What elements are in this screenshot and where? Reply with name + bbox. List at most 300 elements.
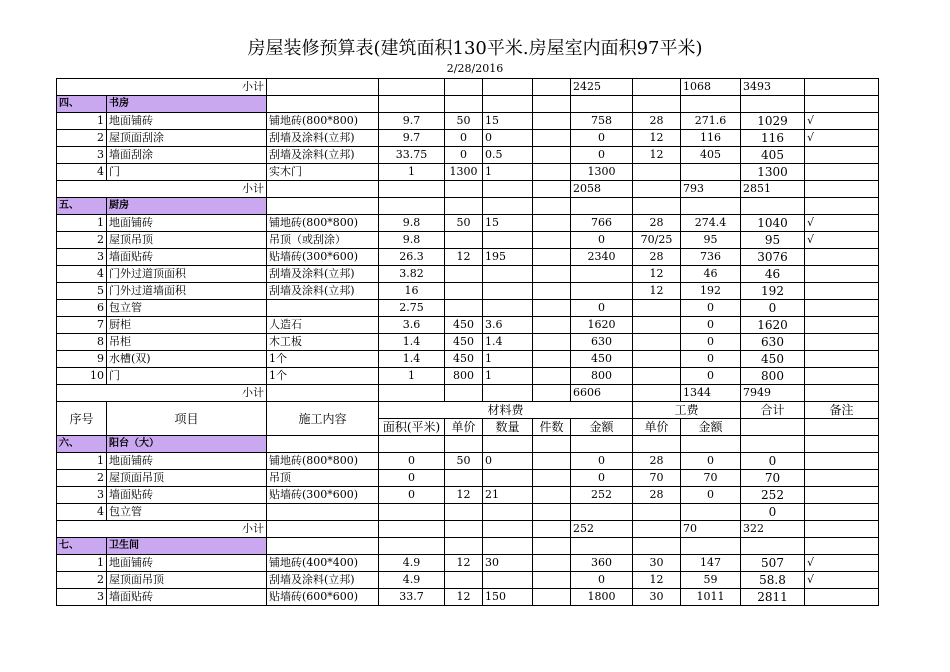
item-name[interactable]: 门	[107, 164, 267, 181]
item-area[interactable]: 26.3	[379, 249, 445, 266]
cell[interactable]	[571, 198, 633, 215]
item-quantity[interactable]	[483, 300, 533, 317]
item-amount[interactable]: 2340	[571, 249, 633, 266]
item-labor-unit[interactable]: 30	[633, 555, 681, 572]
item-quantity[interactable]	[483, 283, 533, 300]
cell[interactable]	[571, 538, 633, 555]
cell[interactable]	[445, 385, 483, 402]
item-name[interactable]: 屋顶吊顶	[107, 232, 267, 249]
item-area[interactable]: 33.7	[379, 589, 445, 606]
cell[interactable]	[483, 521, 533, 538]
cell[interactable]	[805, 96, 879, 113]
item-amount[interactable]	[571, 266, 633, 283]
item-name[interactable]: 包立管	[107, 504, 267, 521]
item-area[interactable]: 9.8	[379, 215, 445, 232]
item-unit-price[interactable]: 12	[445, 487, 483, 504]
cell[interactable]	[533, 436, 571, 453]
cell[interactable]	[379, 538, 445, 555]
item-labor-unit[interactable]	[633, 334, 681, 351]
subtotal-labor-amount[interactable]: 1344	[681, 385, 741, 402]
item-total[interactable]: 252	[741, 487, 805, 504]
subtotal-amount[interactable]: 252	[571, 521, 633, 538]
item-pieces[interactable]	[533, 555, 571, 572]
item-name[interactable]: 包立管	[107, 300, 267, 317]
item-total[interactable]: 405	[741, 147, 805, 164]
cell[interactable]	[533, 198, 571, 215]
item-remark[interactable]	[805, 164, 879, 181]
item-total[interactable]: 630	[741, 334, 805, 351]
item-total[interactable]: 0	[741, 300, 805, 317]
item-content[interactable]: 铺地砖(400*400)	[267, 555, 379, 572]
item-quantity[interactable]: 150	[483, 589, 533, 606]
section-name[interactable]: 卫生间	[107, 538, 267, 555]
item-pieces[interactable]	[533, 215, 571, 232]
item-seq[interactable]: 2	[57, 232, 107, 249]
item-total[interactable]: 58.8	[741, 572, 805, 589]
item-labor-unit[interactable]: 12	[633, 572, 681, 589]
item-labor-unit[interactable]: 12	[633, 147, 681, 164]
item-seq[interactable]: 2	[57, 572, 107, 589]
item-labor-unit[interactable]	[633, 351, 681, 368]
item-labor-unit[interactable]: 28	[633, 453, 681, 470]
cell[interactable]	[805, 538, 879, 555]
header-total[interactable]: 合计	[741, 402, 805, 419]
header-quantity[interactable]: 数量	[483, 419, 533, 436]
item-name[interactable]: 屋顶面吊顶	[107, 572, 267, 589]
item-labor-unit[interactable]: 28	[633, 487, 681, 504]
item-pieces[interactable]	[533, 504, 571, 521]
item-total[interactable]: 192	[741, 283, 805, 300]
item-amount[interactable]: 252	[571, 487, 633, 504]
item-unit-price[interactable]: 1300	[445, 164, 483, 181]
cell[interactable]	[633, 385, 681, 402]
item-seq[interactable]: 3	[57, 147, 107, 164]
item-seq[interactable]: 4	[57, 164, 107, 181]
section-number[interactable]: 七、	[57, 538, 107, 555]
item-amount[interactable]: 0	[571, 130, 633, 147]
item-remark[interactable]	[805, 504, 879, 521]
item-labor-amount[interactable]	[681, 164, 741, 181]
cell[interactable]	[267, 181, 379, 198]
cell[interactable]	[483, 96, 533, 113]
item-labor-amount[interactable]: 0	[681, 368, 741, 385]
subtotal-total[interactable]: 7949	[741, 385, 805, 402]
cell[interactable]	[379, 436, 445, 453]
cell[interactable]	[267, 521, 379, 538]
item-labor-amount[interactable]: 116	[681, 130, 741, 147]
item-remark[interactable]	[805, 266, 879, 283]
item-amount[interactable]: 630	[571, 334, 633, 351]
item-quantity[interactable]: 1	[483, 351, 533, 368]
cell[interactable]	[533, 385, 571, 402]
item-labor-unit[interactable]: 28	[633, 249, 681, 266]
item-labor-unit[interactable]	[633, 317, 681, 334]
item-unit-price[interactable]: 50	[445, 215, 483, 232]
cell[interactable]	[267, 198, 379, 215]
item-labor-unit[interactable]: 70	[633, 470, 681, 487]
subtotal-amount[interactable]: 2425	[571, 79, 633, 96]
item-labor-amount[interactable]: 736	[681, 249, 741, 266]
item-content[interactable]: 铺地砖(800*800)	[267, 215, 379, 232]
item-unit-price[interactable]	[445, 232, 483, 249]
cell[interactable]	[483, 385, 533, 402]
item-remark[interactable]	[805, 283, 879, 300]
header-amount[interactable]: 金额	[571, 419, 633, 436]
subtotal-labor-amount[interactable]: 1068	[681, 79, 741, 96]
cell[interactable]	[741, 198, 805, 215]
item-name[interactable]: 屋顶面吊顶	[107, 470, 267, 487]
item-total[interactable]: 2811	[741, 589, 805, 606]
item-pieces[interactable]	[533, 317, 571, 334]
cell[interactable]	[483, 181, 533, 198]
item-quantity[interactable]: 15	[483, 215, 533, 232]
subtotal-amount[interactable]: 6606	[571, 385, 633, 402]
cell[interactable]	[681, 96, 741, 113]
item-pieces[interactable]	[533, 283, 571, 300]
cell[interactable]	[267, 538, 379, 555]
item-labor-amount[interactable]: 95	[681, 232, 741, 249]
cell[interactable]	[805, 521, 879, 538]
item-labor-amount[interactable]: 0	[681, 334, 741, 351]
header-item[interactable]: 项目	[107, 402, 267, 436]
item-amount[interactable]: 0	[571, 572, 633, 589]
item-remark[interactable]	[805, 589, 879, 606]
item-content[interactable]	[267, 300, 379, 317]
item-quantity[interactable]: 21	[483, 487, 533, 504]
item-labor-amount[interactable]: 0	[681, 487, 741, 504]
item-name[interactable]: 地面铺砖	[107, 113, 267, 130]
item-total[interactable]: 0	[741, 453, 805, 470]
item-area[interactable]: 1	[379, 164, 445, 181]
header-remark-blank[interactable]	[805, 419, 879, 436]
item-remark[interactable]: √	[805, 555, 879, 572]
item-seq[interactable]: 7	[57, 317, 107, 334]
item-amount[interactable]: 800	[571, 368, 633, 385]
item-amount[interactable]	[571, 504, 633, 521]
subtotal-labor-amount[interactable]: 70	[681, 521, 741, 538]
item-quantity[interactable]: 1	[483, 164, 533, 181]
header-area[interactable]: 面积(平米)	[379, 419, 445, 436]
item-area[interactable]: 1	[379, 368, 445, 385]
item-seq[interactable]: 1	[57, 453, 107, 470]
item-name[interactable]: 地面铺砖	[107, 555, 267, 572]
cell[interactable]	[379, 198, 445, 215]
item-seq[interactable]: 2	[57, 130, 107, 147]
item-amount[interactable]: 766	[571, 215, 633, 232]
header-unit-price[interactable]: 单价	[445, 419, 483, 436]
item-pieces[interactable]	[533, 266, 571, 283]
item-labor-amount[interactable]	[681, 504, 741, 521]
item-labor-amount[interactable]: 59	[681, 572, 741, 589]
item-total[interactable]: 1029	[741, 113, 805, 130]
item-unit-price[interactable]	[445, 266, 483, 283]
item-labor-unit[interactable]: 70/25	[633, 232, 681, 249]
item-quantity[interactable]: 0	[483, 130, 533, 147]
item-remark[interactable]	[805, 334, 879, 351]
item-seq[interactable]: 3	[57, 589, 107, 606]
item-labor-amount[interactable]: 0	[681, 351, 741, 368]
cell[interactable]	[633, 79, 681, 96]
item-pieces[interactable]	[533, 334, 571, 351]
item-labor-amount[interactable]: 0	[681, 317, 741, 334]
cell[interactable]	[483, 198, 533, 215]
item-name[interactable]: 厨柜	[107, 317, 267, 334]
item-labor-unit[interactable]: 12	[633, 130, 681, 147]
cell[interactable]	[533, 96, 571, 113]
item-remark[interactable]	[805, 249, 879, 266]
cell[interactable]	[379, 521, 445, 538]
section-name[interactable]: 阳台（大）	[107, 436, 267, 453]
cell[interactable]	[267, 385, 379, 402]
cell[interactable]	[805, 385, 879, 402]
item-pieces[interactable]	[533, 300, 571, 317]
cell[interactable]	[379, 96, 445, 113]
item-unit-price[interactable]: 450	[445, 317, 483, 334]
cell[interactable]	[805, 436, 879, 453]
item-seq[interactable]: 3	[57, 249, 107, 266]
cell[interactable]	[633, 436, 681, 453]
item-area[interactable]: 0	[379, 487, 445, 504]
item-name[interactable]: 吊柜	[107, 334, 267, 351]
item-pieces[interactable]	[533, 487, 571, 504]
item-unit-price[interactable]	[445, 504, 483, 521]
cell[interactable]	[445, 96, 483, 113]
item-labor-unit[interactable]: 28	[633, 215, 681, 232]
header-pieces[interactable]: 件数	[533, 419, 571, 436]
cell[interactable]	[379, 79, 445, 96]
item-unit-price[interactable]	[445, 572, 483, 589]
cell[interactable]	[483, 79, 533, 96]
item-seq[interactable]: 8	[57, 334, 107, 351]
item-amount[interactable]: 0	[571, 470, 633, 487]
cell[interactable]	[445, 538, 483, 555]
item-total[interactable]: 450	[741, 351, 805, 368]
cell[interactable]	[533, 181, 571, 198]
item-area[interactable]: 3.6	[379, 317, 445, 334]
cell[interactable]	[445, 198, 483, 215]
item-total[interactable]: 3076	[741, 249, 805, 266]
cell[interactable]	[445, 181, 483, 198]
item-remark[interactable]: √	[805, 215, 879, 232]
item-area[interactable]: 33.75	[379, 147, 445, 164]
item-total[interactable]: 507	[741, 555, 805, 572]
item-remark[interactable]	[805, 368, 879, 385]
subtotal-label[interactable]: 小计	[57, 521, 267, 538]
item-quantity[interactable]	[483, 572, 533, 589]
item-labor-amount[interactable]: 274.4	[681, 215, 741, 232]
item-labor-amount[interactable]: 0	[681, 300, 741, 317]
cell[interactable]	[681, 198, 741, 215]
header-material[interactable]: 材料费	[379, 402, 633, 419]
header-labor-unit[interactable]: 单价	[633, 419, 681, 436]
item-name[interactable]: 地面铺砖	[107, 215, 267, 232]
item-quantity[interactable]: 1	[483, 368, 533, 385]
item-pieces[interactable]	[533, 113, 571, 130]
cell[interactable]	[267, 436, 379, 453]
item-seq[interactable]: 2	[57, 470, 107, 487]
item-content[interactable]: 人造石	[267, 317, 379, 334]
item-area[interactable]: 0	[379, 470, 445, 487]
cell[interactable]	[379, 385, 445, 402]
subtotal-label[interactable]: 小计	[57, 79, 267, 96]
item-area[interactable]: 2.75	[379, 300, 445, 317]
item-remark[interactable]	[805, 351, 879, 368]
item-quantity[interactable]	[483, 470, 533, 487]
item-labor-unit[interactable]: 30	[633, 589, 681, 606]
item-labor-unit[interactable]: 12	[633, 283, 681, 300]
item-quantity[interactable]: 195	[483, 249, 533, 266]
cell[interactable]	[633, 181, 681, 198]
item-area[interactable]: 4.9	[379, 572, 445, 589]
item-content[interactable]: 贴墙砖(300*600)	[267, 249, 379, 266]
cell[interactable]	[681, 538, 741, 555]
item-content[interactable]: 刮墙及涂料(立邦)	[267, 283, 379, 300]
cell[interactable]	[533, 79, 571, 96]
item-quantity[interactable]: 1.4	[483, 334, 533, 351]
item-name[interactable]: 墙面贴砖	[107, 589, 267, 606]
cell[interactable]	[571, 96, 633, 113]
subtotal-amount[interactable]: 2058	[571, 181, 633, 198]
item-quantity[interactable]: 0.5	[483, 147, 533, 164]
subtotal-label[interactable]: 小计	[57, 385, 267, 402]
item-seq[interactable]: 9	[57, 351, 107, 368]
item-amount[interactable]: 1620	[571, 317, 633, 334]
cell[interactable]	[633, 198, 681, 215]
item-name[interactable]: 屋顶面刮涂	[107, 130, 267, 147]
subtotal-labor-amount[interactable]: 793	[681, 181, 741, 198]
subtotal-total[interactable]: 322	[741, 521, 805, 538]
item-unit-price[interactable]: 50	[445, 113, 483, 130]
item-content[interactable]: 刮墙及涂料(立邦)	[267, 266, 379, 283]
header-labor[interactable]: 工费	[633, 402, 741, 419]
item-area[interactable]: 9.7	[379, 130, 445, 147]
item-total[interactable]: 95	[741, 232, 805, 249]
item-labor-amount[interactable]: 46	[681, 266, 741, 283]
item-name[interactable]: 墙面贴砖	[107, 487, 267, 504]
item-area[interactable]: 1.4	[379, 334, 445, 351]
item-unit-price[interactable]	[445, 283, 483, 300]
item-remark[interactable]: √	[805, 572, 879, 589]
item-total[interactable]: 1300	[741, 164, 805, 181]
section-number[interactable]: 六、	[57, 436, 107, 453]
cell[interactable]	[741, 436, 805, 453]
item-labor-amount[interactable]: 147	[681, 555, 741, 572]
item-total[interactable]: 1040	[741, 215, 805, 232]
item-content[interactable]: 刮墙及涂料(立邦)	[267, 130, 379, 147]
item-quantity[interactable]	[483, 232, 533, 249]
item-labor-amount[interactable]: 1011	[681, 589, 741, 606]
section-number[interactable]: 四、	[57, 96, 107, 113]
item-remark[interactable]	[805, 147, 879, 164]
cell[interactable]	[633, 521, 681, 538]
item-pieces[interactable]	[533, 351, 571, 368]
header-total-blank[interactable]	[741, 419, 805, 436]
item-quantity[interactable]: 30	[483, 555, 533, 572]
item-total[interactable]: 46	[741, 266, 805, 283]
subtotal-total[interactable]: 2851	[741, 181, 805, 198]
item-area[interactable]	[379, 504, 445, 521]
item-name[interactable]: 门外过道墙面积	[107, 283, 267, 300]
item-content[interactable]: 木工板	[267, 334, 379, 351]
cell[interactable]	[445, 79, 483, 96]
item-unit-price[interactable]: 12	[445, 555, 483, 572]
header-remark[interactable]: 备注	[805, 402, 879, 419]
item-seq[interactable]: 4	[57, 504, 107, 521]
item-content[interactable]: 刮墙及涂料(立邦)	[267, 572, 379, 589]
item-unit-price[interactable]: 0	[445, 130, 483, 147]
item-unit-price[interactable]	[445, 300, 483, 317]
item-quantity[interactable]	[483, 504, 533, 521]
item-content[interactable]	[267, 504, 379, 521]
item-total[interactable]: 70	[741, 470, 805, 487]
item-unit-price[interactable]: 800	[445, 368, 483, 385]
section-number[interactable]: 五、	[57, 198, 107, 215]
item-pieces[interactable]	[533, 368, 571, 385]
item-seq[interactable]: 5	[57, 283, 107, 300]
item-seq[interactable]: 4	[57, 266, 107, 283]
item-remark[interactable]	[805, 453, 879, 470]
item-labor-amount[interactable]: 70	[681, 470, 741, 487]
item-labor-unit[interactable]	[633, 164, 681, 181]
item-area[interactable]: 9.7	[379, 113, 445, 130]
item-seq[interactable]: 3	[57, 487, 107, 504]
item-pieces[interactable]	[533, 589, 571, 606]
item-amount[interactable]: 0	[571, 147, 633, 164]
cell[interactable]	[633, 96, 681, 113]
item-unit-price[interactable]: 0	[445, 147, 483, 164]
item-unit-price[interactable]: 12	[445, 249, 483, 266]
cell[interactable]	[483, 538, 533, 555]
item-amount[interactable]: 0	[571, 453, 633, 470]
item-pieces[interactable]	[533, 232, 571, 249]
item-area[interactable]: 1.4	[379, 351, 445, 368]
section-name[interactable]: 厨房	[107, 198, 267, 215]
item-amount[interactable]: 758	[571, 113, 633, 130]
item-unit-price[interactable]: 12	[445, 589, 483, 606]
item-total[interactable]: 800	[741, 368, 805, 385]
cell[interactable]	[267, 79, 379, 96]
item-labor-unit[interactable]	[633, 368, 681, 385]
item-labor-unit[interactable]	[633, 504, 681, 521]
item-quantity[interactable]: 0	[483, 453, 533, 470]
header-content[interactable]: 施工内容	[267, 402, 379, 436]
item-area[interactable]: 3.82	[379, 266, 445, 283]
header-labor-amount[interactable]: 金额	[681, 419, 741, 436]
item-remark[interactable]: √	[805, 232, 879, 249]
section-name[interactable]: 书房	[107, 96, 267, 113]
item-area[interactable]: 9.8	[379, 232, 445, 249]
item-remark[interactable]	[805, 300, 879, 317]
item-seq[interactable]: 10	[57, 368, 107, 385]
item-remark[interactable]	[805, 487, 879, 504]
cell[interactable]	[445, 436, 483, 453]
item-content[interactable]: 刮墙及涂料(立邦)	[267, 147, 379, 164]
item-labor-amount[interactable]: 0	[681, 453, 741, 470]
item-name[interactable]: 墙面贴砖	[107, 249, 267, 266]
cell[interactable]	[805, 79, 879, 96]
item-pieces[interactable]	[533, 249, 571, 266]
item-content[interactable]: 1个	[267, 368, 379, 385]
item-content[interactable]: 1个	[267, 351, 379, 368]
item-seq[interactable]: 1	[57, 555, 107, 572]
item-unit-price[interactable]: 450	[445, 334, 483, 351]
item-amount[interactable]: 1300	[571, 164, 633, 181]
item-amount[interactable]: 0	[571, 300, 633, 317]
item-content[interactable]: 贴墙砖(300*600)	[267, 487, 379, 504]
item-name[interactable]: 墙面刮涂	[107, 147, 267, 164]
item-content[interactable]: 铺地砖(800*800)	[267, 453, 379, 470]
item-content[interactable]: 实木门	[267, 164, 379, 181]
